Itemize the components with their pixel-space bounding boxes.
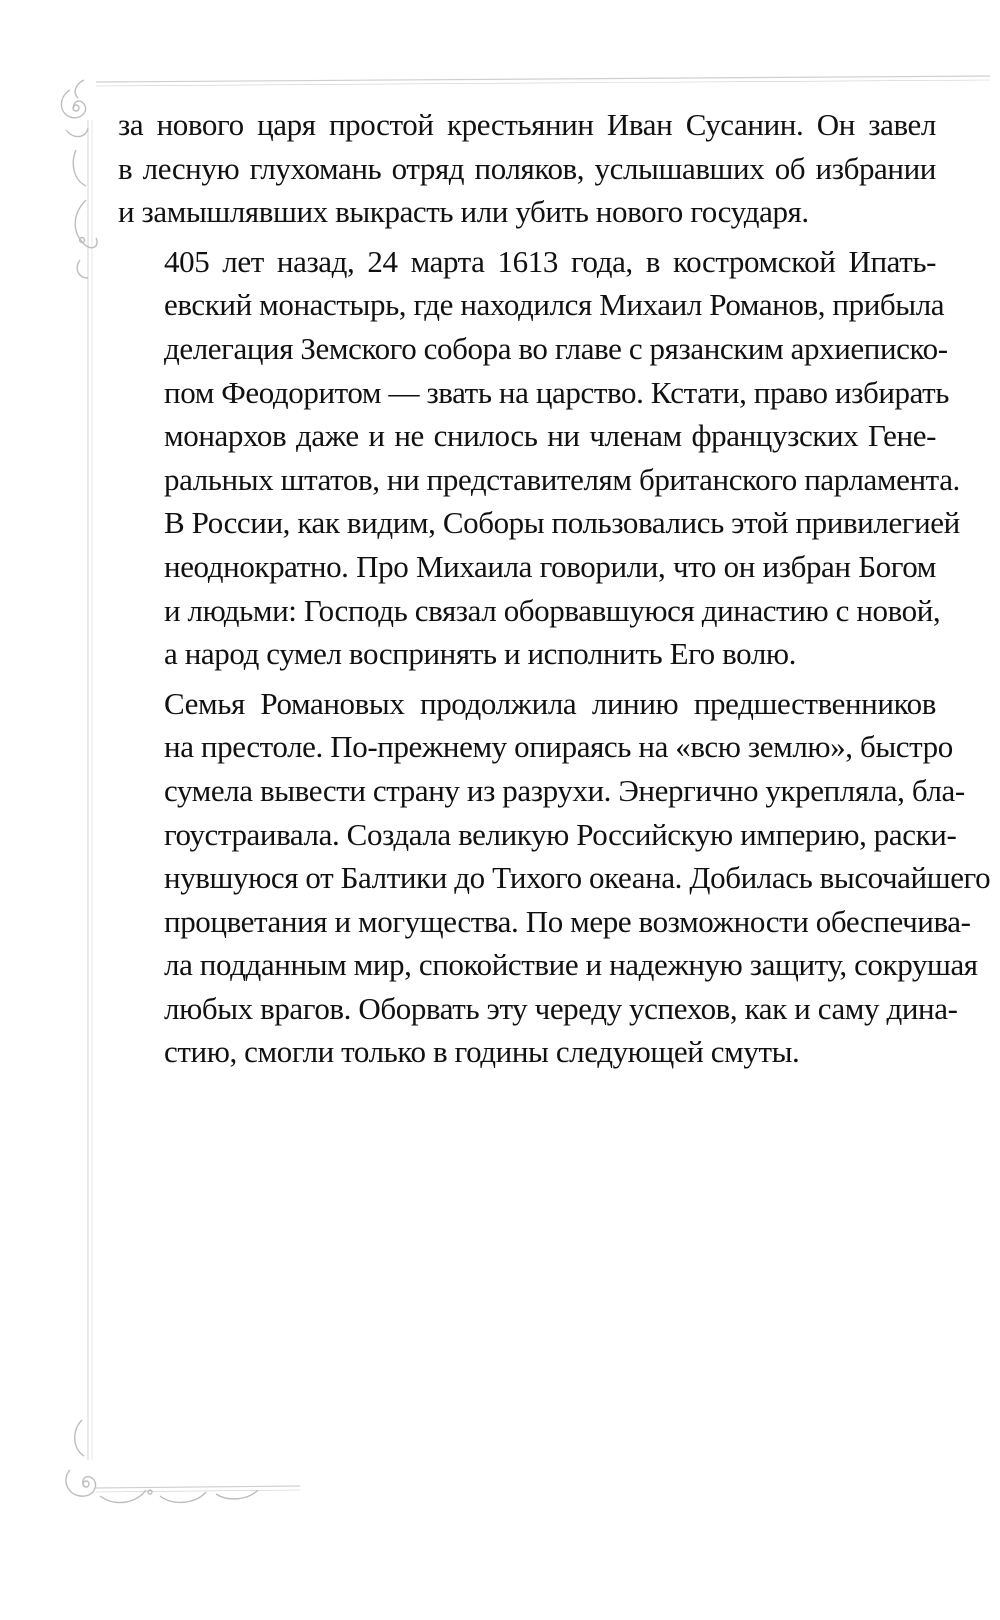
text-line: в лесную глухомань отряд поляков, услышавших об избрании (118, 150, 936, 186)
text-line: сумела вывести страну из разрухи. Энергично укрепляла, бла- (164, 772, 965, 808)
corner-ornament-top (61, 80, 97, 278)
text-line: любых врагов. Оборвать эту череду успехов, как и саму дина- (164, 990, 958, 1026)
text-line: евский монастырь, где находился Михаил Романов, прибыла (164, 287, 945, 323)
text-line: ральных штатов, ни представителям британского парламента. (164, 461, 960, 497)
paragraph-2 (118, 240, 960, 676)
paragraph-1 (118, 103, 936, 234)
text-line: и замышлявших выкрасть или убить нового государя. (118, 194, 809, 230)
text-line: нувшуюся от Балтики до Тихого океана. Добилась высочайшего (164, 860, 991, 896)
body-text (118, 103, 991, 1074)
text-line: на престоле. По-прежнему опираясь на «всю землю», быстро (164, 729, 953, 765)
text-line: и людьми: Господь связал оборвавшуюся династию с новой, (164, 592, 941, 628)
text-line: пом Феодоритом — звать на царство. Кстати, право избирать (164, 374, 950, 410)
text-line: за нового царя простой крестьянин Иван Сусанин. Он завел (118, 107, 936, 142)
text-line: гоустраивала. Создала великую Российскую империю, раски- (164, 816, 957, 852)
text-line: Семья Романовых продолжила линию предшественников (164, 685, 936, 721)
text-line: В России, как видим, Соборы пользовались этой привилегией (164, 505, 960, 541)
text-line: делегация Земского собора во главе с рязанским архиеписко- (164, 330, 948, 366)
text-line: монархов даже и не снилось ни членам французских Гене- (164, 418, 936, 454)
text-line: неоднократно. Про Михаила говорили, что он избран Богом (164, 548, 936, 584)
text-line: ла подданным мир, спокойствие и надежную защиту, сокрушая (164, 947, 978, 983)
text-line: а народ сумел воспринять и исполнить Его волю. (164, 636, 797, 672)
paragraph-3 (118, 682, 991, 1074)
text-line: 405 лет назад, 24 марта 1613 года, в костромской Ипать- (164, 243, 936, 279)
text-line: стию, смогли только в годины следующей смуты. (164, 1034, 800, 1070)
corner-ornament-bottom (66, 1420, 258, 1503)
text-line: процветания и могущества. По мере возможности обеспечива- (164, 903, 971, 939)
